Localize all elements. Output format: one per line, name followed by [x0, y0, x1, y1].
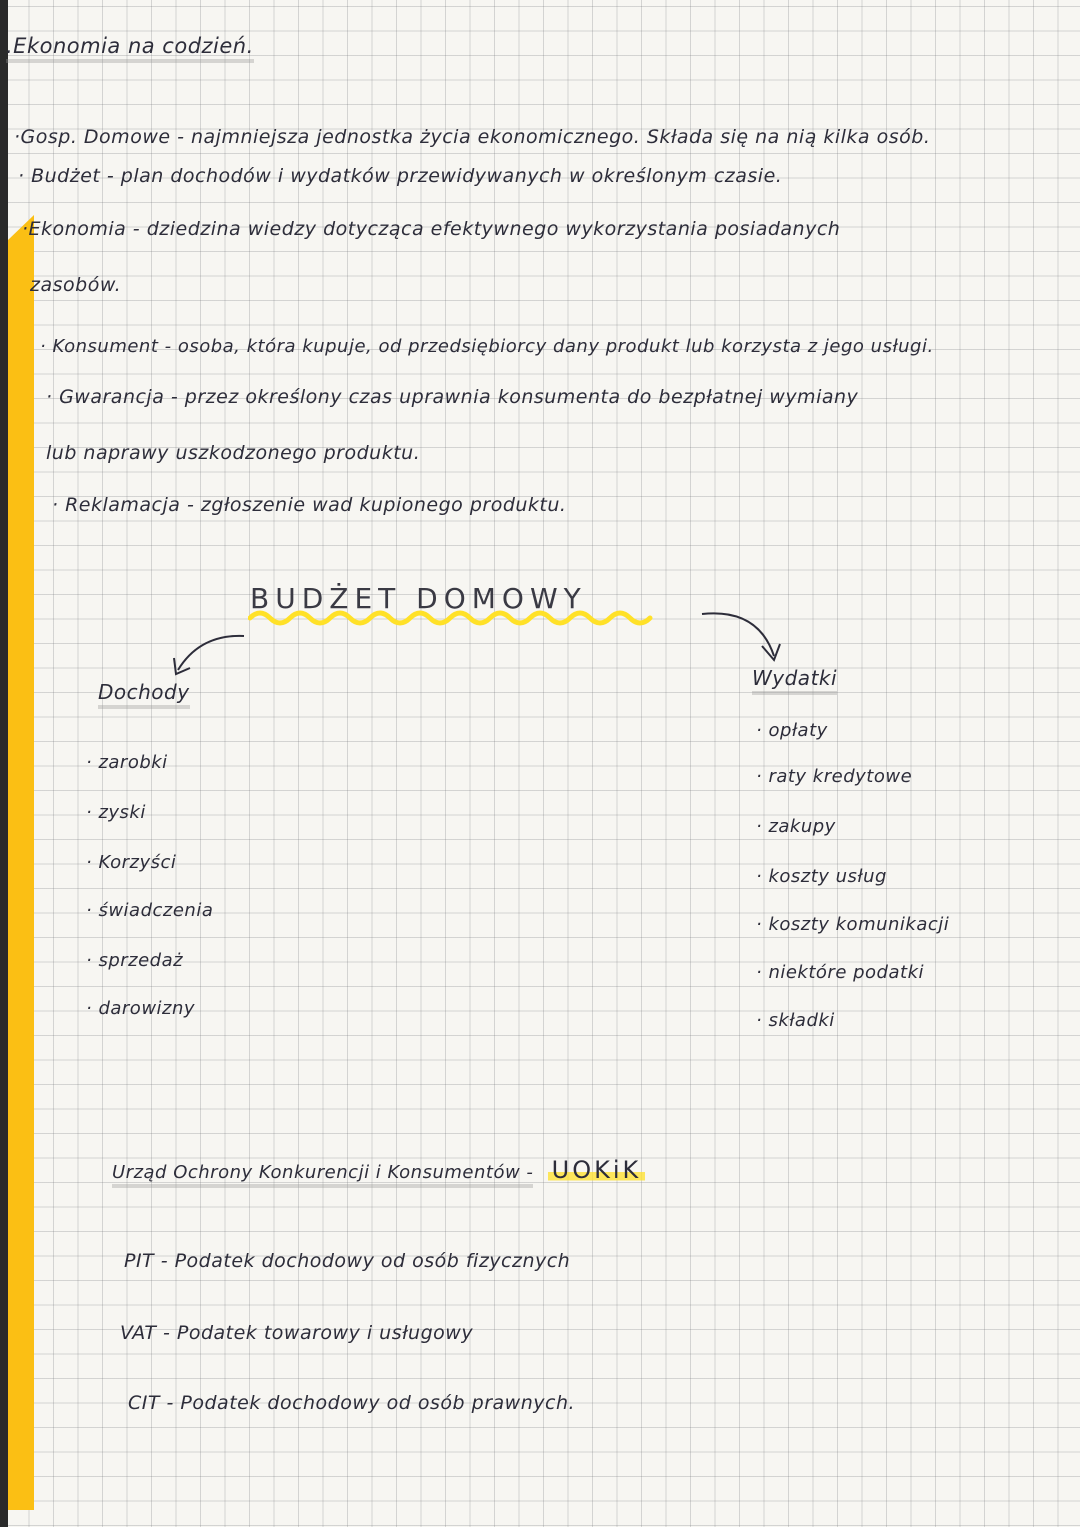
income-item-5 — [86, 950, 183, 971]
expense-item-7 — [756, 1010, 835, 1031]
expense-item-3-text: · zakupy — [756, 816, 836, 837]
expense-item-7-text: · składki — [756, 1010, 835, 1031]
income-item-5-text: · sprzedaż — [86, 950, 184, 971]
income-item-3 — [86, 852, 176, 873]
definition-complaint — [52, 494, 566, 516]
diagram-title-text: BUDŻET DOMOWY — [250, 582, 587, 615]
definition-economics-text: ·Ekonomia - dziedzina wiedzy dotycząca efektywnego wykorzystania posiadanych — [22, 218, 841, 240]
tax-pit — [124, 1250, 570, 1272]
expense-item-5-text: · koszty komunikacji — [756, 914, 950, 935]
tax-vat — [120, 1322, 473, 1344]
definition-economics-cont — [30, 274, 121, 296]
tax-cit — [128, 1392, 575, 1414]
income-item-4-text: · świadczenia — [86, 900, 214, 921]
expense-item-6 — [756, 962, 924, 983]
definition-warranty-cont-text: lub naprawy uszkodzonego produktu. — [46, 442, 421, 464]
page-title-text: .Ekonomia na codzień. — [6, 34, 254, 63]
office-line-text: Urząd Ochrony Konkurencji i Konsumentów - — [112, 1162, 533, 1188]
definition-household — [14, 126, 930, 148]
tax-cit-text: CIT - Podatek dochodowy od osób prawnych. — [128, 1392, 576, 1414]
expense-item-4-text: · koszty usług — [756, 866, 887, 887]
definition-economics-cont-text: zasobów. — [30, 274, 122, 296]
income-item-4 — [86, 900, 213, 921]
expense-item-5 — [756, 914, 949, 935]
expense-item-2-text: · raty kredytowe — [756, 766, 913, 787]
definition-consumer-text: · Konsument - osoba, która kupuje, od przedsiębiorcy dany produkt lub korzysta z jego usługi. — [40, 336, 934, 357]
definition-economics — [22, 218, 840, 240]
income-heading-text: Dochody — [98, 680, 190, 709]
definition-warranty — [46, 386, 858, 408]
expense-item-6-text: · niektóre podatki — [756, 962, 924, 983]
income-item-6-text: · darowizny — [86, 998, 196, 1019]
tax-pit-text: PIT - Podatek dochodowy od osób fizycznych — [124, 1250, 571, 1272]
expense-item-3 — [756, 816, 836, 837]
definition-household-text: ·Gosp. Domowe - najmniejsza jednostka życia ekonomicznego. Składa się na nią kilka osób. — [14, 126, 931, 148]
income-heading — [98, 680, 190, 704]
definition-budget — [18, 165, 782, 187]
definition-warranty-cont — [46, 442, 420, 464]
income-item-6 — [86, 998, 195, 1019]
arrow-to-expenses — [698, 604, 798, 674]
expenses-heading — [752, 666, 837, 690]
income-item-1 — [86, 752, 168, 773]
expenses-heading-text: Wydatki — [752, 666, 837, 695]
income-item-3-text: · Korzyści — [86, 852, 177, 873]
tax-vat-text: VAT - Podatek towarowy i usługowy — [120, 1322, 474, 1344]
income-item-1-text: · zarobki — [86, 752, 168, 773]
page-title — [6, 34, 254, 58]
definition-warranty-text: · Gwarancja - przez określony czas uprawnia konsumenta do bezpłatnej wymiany — [46, 386, 859, 408]
office-abbr: UOKiK — [548, 1156, 646, 1184]
income-item-2-text: · zyski — [86, 802, 146, 823]
income-item-2 — [86, 802, 146, 823]
expense-item-1-text: · opłaty — [756, 720, 828, 741]
expense-item-4 — [756, 866, 887, 887]
expense-item-1 — [756, 720, 828, 741]
definition-consumer — [40, 336, 934, 357]
office-line — [112, 1156, 645, 1184]
diagram-title-underline — [248, 606, 668, 628]
expense-item-2 — [756, 766, 912, 787]
definition-budget-text: · Budżet - plan dochodów i wydatków przewidywanych w określonym czasie. — [18, 165, 783, 187]
definition-complaint-text: · Reklamacja - zgłoszenie wad kupionego produktu. — [52, 494, 567, 516]
